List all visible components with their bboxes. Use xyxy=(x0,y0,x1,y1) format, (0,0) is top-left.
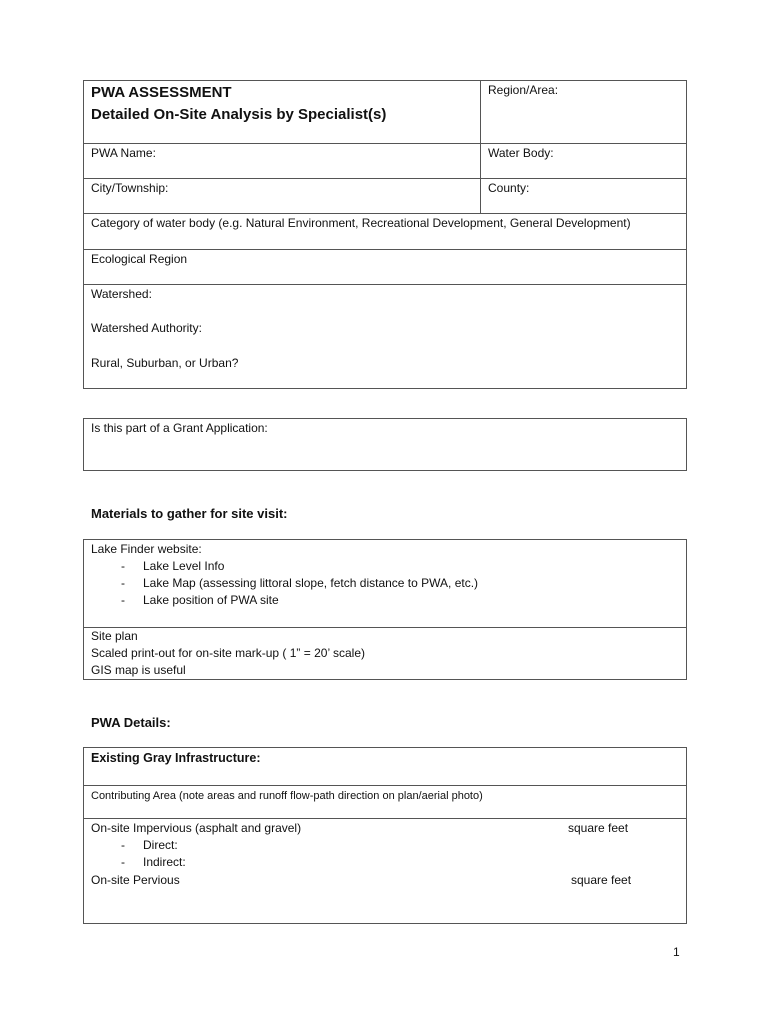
site-plan-line: Site plan xyxy=(91,629,138,643)
region-area-field[interactable]: Region/Area: xyxy=(488,83,559,97)
table-divider xyxy=(83,143,687,144)
table-divider xyxy=(480,80,481,214)
title-line-2: Detailed On-Site Analysis by Specialist(s) xyxy=(91,106,387,123)
table-divider xyxy=(83,818,687,819)
assessment-table xyxy=(83,80,687,389)
table-divider xyxy=(83,785,687,786)
list-item: - Lake Level Info xyxy=(91,558,478,575)
impervious-label: On-site Impervious (asphalt and gravel) xyxy=(91,821,302,835)
table-divider xyxy=(83,213,687,214)
table-divider xyxy=(83,249,687,250)
contributing-area-field[interactable]: Contributing Area (note areas and runoff flow-path direction on plan/aerial photo) xyxy=(91,790,483,802)
site-plan-line: GIS map is useful xyxy=(91,663,186,677)
lake-finder-label: Lake Finder website: xyxy=(91,542,202,556)
title-line-1: PWA ASSESSMENT xyxy=(91,84,232,101)
watershed-authority-field[interactable]: Watershed Authority: xyxy=(91,321,202,335)
table-divider xyxy=(83,178,687,179)
ecological-region-field[interactable]: Ecological Region xyxy=(91,252,188,266)
lake-finder-list xyxy=(91,558,478,609)
site-plan-line: Scaled print-out for on-site mark-up ( 1” = 20’ scale) xyxy=(91,646,366,660)
impervious-unit: square feet xyxy=(568,821,629,835)
city-township-field[interactable]: City/Township: xyxy=(91,181,169,195)
table-divider xyxy=(83,284,687,285)
grant-application-field[interactable]: Is this part of a Grant Application: xyxy=(91,421,268,435)
gray-infrastructure-label: Existing Gray Infrastructure: xyxy=(91,751,261,765)
list-item: - Lake position of PWA site xyxy=(91,592,478,609)
pwa-details-heading: PWA Details: xyxy=(91,715,171,730)
impervious-indirect-field[interactable]: - Indirect: xyxy=(91,854,186,871)
materials-heading: Materials to gather for site visit: xyxy=(91,506,288,521)
pwa-name-field[interactable]: PWA Name: xyxy=(91,146,156,160)
list-item: - Lake Map (assessing littoral slope, fetch distance to PWA, etc.) xyxy=(91,575,478,592)
impervious-list xyxy=(91,837,186,871)
county-field[interactable]: County: xyxy=(488,181,530,195)
rural-suburban-urban-field[interactable]: Rural, Suburban, or Urban? xyxy=(91,356,239,370)
watershed-field[interactable]: Watershed: xyxy=(91,287,152,301)
assessment-title xyxy=(91,82,386,126)
water-body-category-field[interactable]: Category of water body (e.g. Natural Environment, Recreational Development, General Development) xyxy=(91,216,631,230)
lake-finder-block xyxy=(91,541,478,609)
pervious-label: On-site Pervious xyxy=(91,873,180,887)
site-plan-block xyxy=(91,628,365,679)
impervious-direct-field[interactable]: - Direct: xyxy=(91,837,186,854)
pervious-unit: square feet xyxy=(571,873,632,887)
page-number: 1 xyxy=(673,945,680,959)
impervious-breakdown xyxy=(91,837,186,871)
water-body-field[interactable]: Water Body: xyxy=(488,146,554,160)
